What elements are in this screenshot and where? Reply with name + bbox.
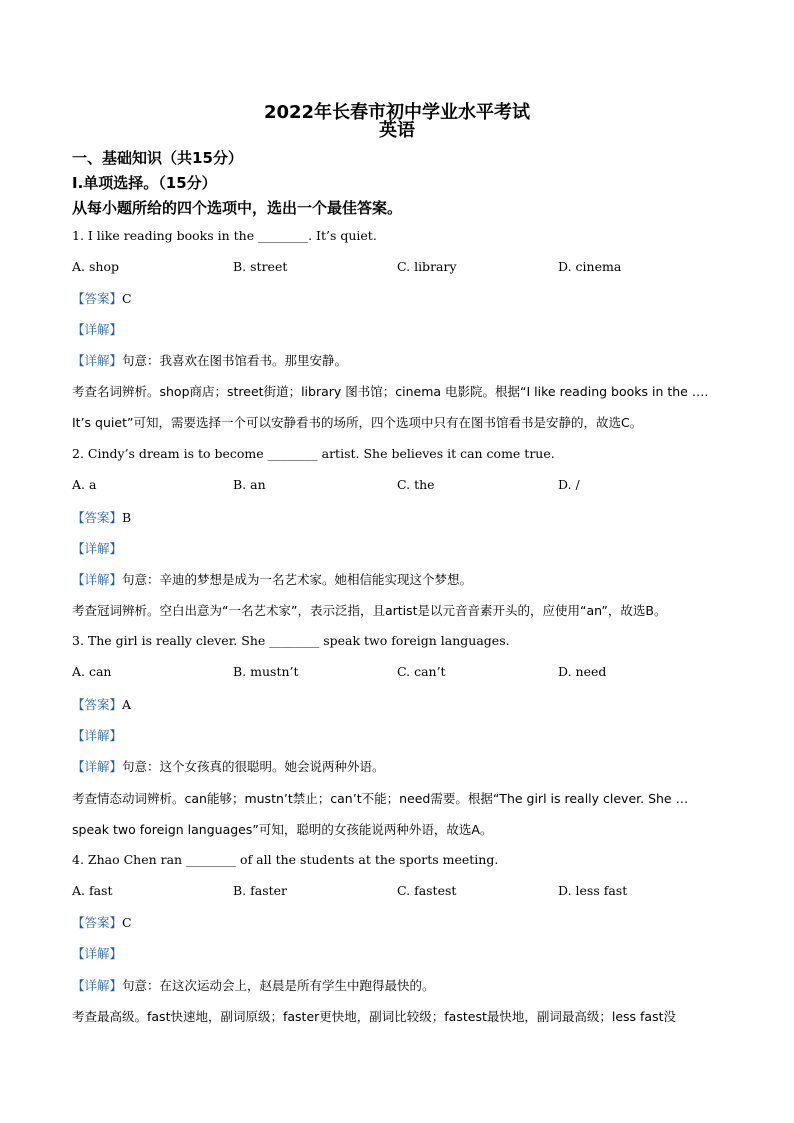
answer-line — [72, 289, 132, 307]
answer-value: C — [122, 291, 132, 306]
option-b: B. mustn’t — [233, 664, 299, 679]
option-b: B. an — [233, 477, 266, 492]
answer-label: 【答案】 — [72, 697, 123, 712]
answer-value: A — [122, 697, 132, 712]
option-c: C. fastest — [397, 883, 457, 898]
option-b: B. street — [233, 259, 288, 274]
subsection-heading: Ⅰ.单项选择。（15分） — [72, 174, 217, 192]
answer-line — [72, 695, 131, 713]
question-stem: 3. The girl is really clever. She ________ speak two foreign languages. — [72, 633, 510, 648]
detail-line: 【详解】句意：我喜欢在图书馆看书。那里安静。 — [72, 353, 348, 368]
detail-line: 考查情态动词辨析。can能够；mustn’t禁止；can’t不能；need需要。根据“The girl is really clever. She … — [72, 791, 689, 806]
option-d: D. less fast — [558, 883, 628, 898]
answer-value: B — [122, 510, 132, 525]
option-c: C. the — [397, 477, 435, 492]
question-stem: 2. Cindy’s dream is to become ________ artist. She believes it can come true. — [72, 446, 555, 461]
answer-label: 【答案】 — [72, 915, 123, 930]
option-a: A. fast — [72, 883, 113, 898]
option-d: D. / — [558, 477, 580, 492]
option-a: A. shop — [72, 259, 119, 274]
detail-line: speak two foreign languages”可知，聪明的女孩能说两种外语，故选A。 — [72, 822, 493, 837]
exam-title: 2022年长春市初中学业水平考试 — [263, 102, 531, 123]
detail-label: 【详解】 — [72, 728, 123, 743]
answer-label: 【答案】 — [72, 291, 123, 306]
detail-tag: 【详解】 — [72, 353, 123, 368]
option-d: D. cinema — [558, 259, 622, 274]
answer-value: C — [122, 915, 132, 930]
answer-line — [72, 913, 132, 931]
answer-label: 【答案】 — [72, 510, 123, 525]
detail-label: 【详解】 — [72, 541, 123, 556]
option-c: C. can’t — [397, 664, 446, 679]
detail-line: 考查冠词辨析。空白出意为“一名艺术家”，表示泛指，且artist是以元音音素开头的，应使用“an”，故选B。 — [72, 603, 667, 618]
question-stem: 1. I like reading books in the ________. It’s quiet. — [72, 228, 377, 243]
detail-line: 【详解】句意：在这次运动会上，赵晨是所有学生中跑得最快的。 — [72, 978, 435, 993]
instruction-text: 从每小题所给的四个选项中，选出一个最佳答案。 — [72, 199, 403, 217]
detail-tag: 【详解】 — [72, 572, 123, 587]
option-d: D. need — [558, 664, 607, 679]
option-c: C. library — [397, 259, 457, 274]
detail-label: 【详解】 — [72, 322, 123, 337]
detail-line: 考查名词辨析。shop商店；street街道；library 图书馆；cinema 电影院。根据“I like reading books in the …. — [72, 384, 709, 399]
answer-line — [72, 508, 131, 526]
detail-tag: 【详解】 — [72, 978, 123, 993]
option-b: B. faster — [233, 883, 288, 898]
question-stem: 4. Zhao Chen ran ________ of all the students at the sports meeting. — [72, 852, 499, 867]
subject-title: 英语 — [379, 120, 415, 141]
detail-label: 【详解】 — [72, 946, 123, 961]
option-a: A. can — [72, 664, 112, 679]
detail-line: 【详解】句意：这个女孩真的很聪明。她会说两种外语。 — [72, 759, 385, 774]
section-heading: 一、基础知识（共15分） — [72, 149, 243, 167]
detail-line: It’s quiet”可知，需要选择一个可以安静看书的场所，四个选项中只有在图书馆看书是安静的，故选C。 — [72, 415, 643, 430]
detail-line: 【详解】句意：辛迪的梦想是成为一名艺术家。她相信能实现这个梦想。 — [72, 572, 473, 587]
option-a: A. a — [72, 477, 97, 492]
detail-tag: 【详解】 — [72, 759, 123, 774]
detail-line: 考查最高级。fast快速地，副词原级；faster更快地，副词比较级；fastest最快地，副词最高级；less fast没 — [72, 1009, 676, 1024]
